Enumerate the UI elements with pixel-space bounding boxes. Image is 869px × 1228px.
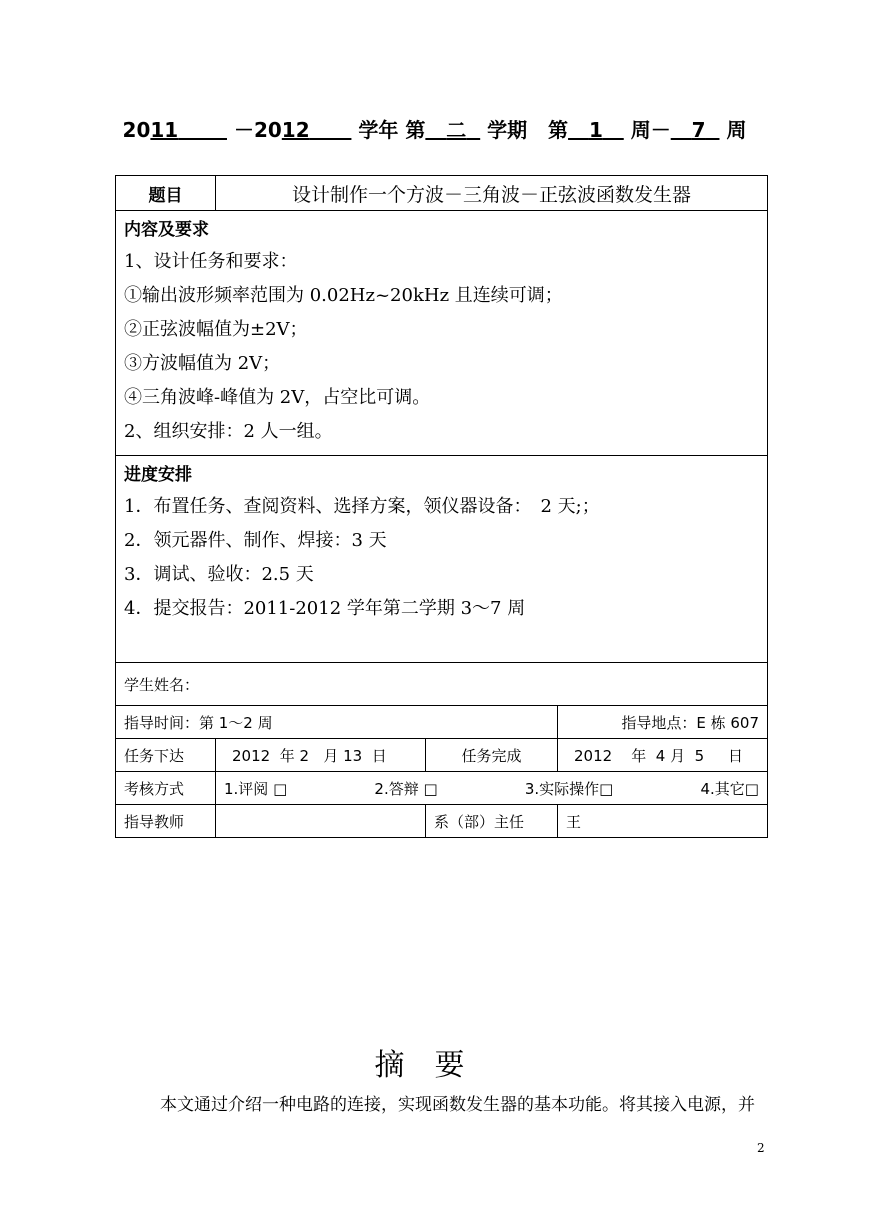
content-line: ④三角波峰-峰值为 2V，占空比可调。: [124, 387, 431, 408]
exam-options: [216, 772, 768, 805]
zhou-text: 周: [726, 118, 747, 142]
xuenian-text: 学年 第: [358, 118, 426, 142]
progress-line: 1．布置任务、查阅资料、选择方案，领仪器设备： 2 天;；: [124, 496, 600, 517]
exam-option-practice[interactable]: 3.实际操作□: [524, 779, 614, 798]
abstract-text: 本文通过介绍一种电路的连接，实现函数发生器的基本功能。将其接入电源，并: [160, 1095, 755, 1115]
week-start-field: 1: [588, 118, 603, 142]
xueqi-text: 学期: [487, 118, 528, 142]
content-line: ②正弦波幅值为±2V；: [124, 319, 308, 340]
content-line: 2、组织安排：2 人一组。: [124, 421, 333, 442]
director-value: 王: [558, 805, 768, 838]
progress-line: 4．提交报告：2011-2012 学年第二学期 3～7 周: [124, 598, 526, 619]
content-section: [116, 211, 768, 456]
task-issue-date: 2012 年 2 月 13 日: [216, 739, 426, 772]
progress-line: 2．领元器件、制作、焊接：3 天: [124, 530, 387, 551]
teacher-value: [216, 805, 426, 838]
teacher-label: 指导教师: [116, 805, 216, 838]
year2-field: 12: [281, 118, 310, 142]
director-label: 系（部）主任: [426, 805, 558, 838]
progress-line: 3．调试、验收：2.5 天: [124, 564, 314, 585]
guide-place: 指导地点：E 栋 607: [558, 706, 768, 739]
content-line: ①输出波形频率范围为 0.02Hz~20kHz 且连续可调；: [124, 285, 563, 306]
progress-section: [116, 456, 768, 663]
progress-head: 进度安排: [124, 465, 192, 485]
title-label: 题目: [116, 176, 216, 211]
task-form-table: [115, 175, 768, 838]
exam-option-defense[interactable]: 2.答辩 □: [374, 779, 438, 798]
exam-label: 考核方式: [116, 772, 216, 805]
task-issue-label: 任务下达: [116, 739, 216, 772]
di-text: 第: [548, 118, 569, 142]
week-end-field: 7: [691, 118, 706, 142]
content-head: 内容及要求: [124, 220, 209, 240]
content-line: 1、设计任务和要求：: [124, 251, 298, 272]
guide-time: 指导时间：第 1～2 周: [116, 706, 558, 739]
title-value: 设计制作一个方波－三角波－正弦波函数发生器: [216, 176, 768, 211]
exam-option-other[interactable]: 4.其它□: [700, 779, 759, 798]
content-line: ③方波幅值为 2V；: [124, 353, 281, 374]
student-name-label: 学生姓名：: [116, 663, 768, 706]
task-done-date: 2012 年 4 月 5 日: [558, 739, 768, 772]
term-field: 二: [446, 118, 467, 142]
year1-prefix: 20: [122, 118, 151, 142]
abstract-title: 摘要: [374, 1048, 495, 1083]
page-number: 2: [757, 1141, 765, 1155]
year1-field: 11: [150, 118, 179, 142]
zhou-dash-text: 周－: [630, 118, 671, 142]
task-done-label: 任务完成: [426, 739, 558, 772]
year2-prefix: －20: [233, 118, 282, 142]
exam-option-review[interactable]: 1.评阅 □: [224, 779, 288, 798]
semester-header: [0, 114, 869, 143]
